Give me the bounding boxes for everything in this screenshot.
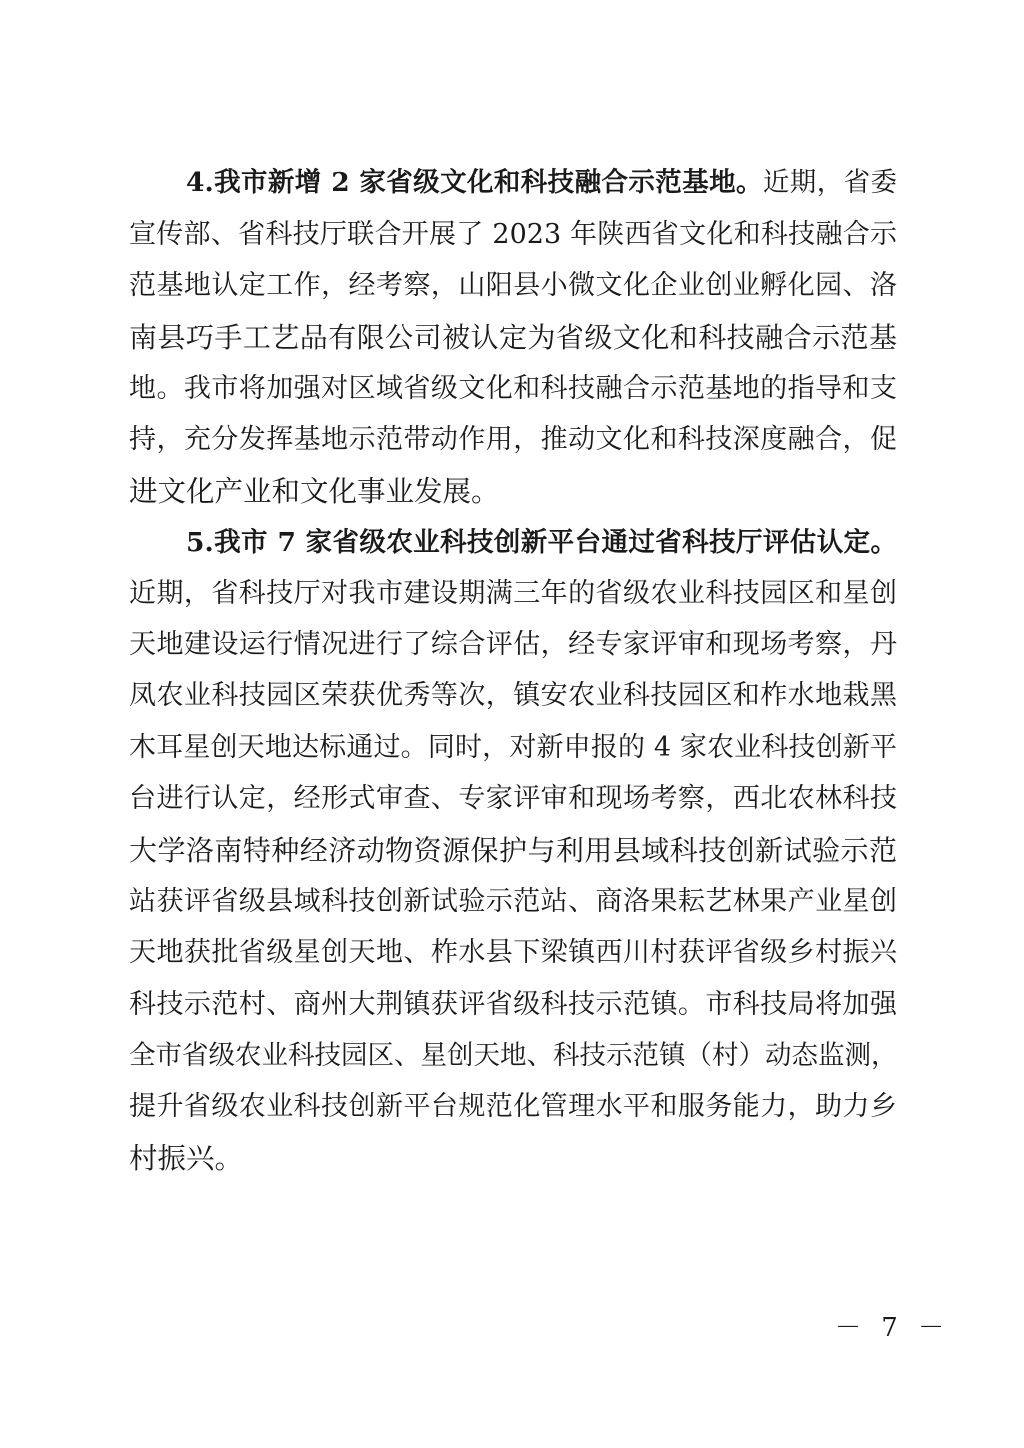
section-4-line-7: 进文化产业和文化事业发展。 — [129, 475, 500, 508]
section-5-line-11: 全市省级农业科技园区、星创天地、科技示范镇（村）动态监测， — [129, 1040, 898, 1071]
page-number: － 7 － — [835, 1313, 951, 1343]
section-5-line-7: 大学洛南特种经济动物资源保护与利用县域科技创新试验示范 — [129, 834, 897, 867]
section-5-line-2: 近期，省科技厅对我市建设期满三年的省级农业科技园区和星创 — [129, 578, 897, 609]
section-4-line-5: 地。我市将加强对区域省级文化和科技融合示范基地的指导和支 — [129, 373, 897, 404]
section-4-line-1 — [186, 165, 897, 201]
section-5-heading: 5.我市 7 家省级农业科技创新平台通过省科技厅评估认定。 — [186, 527, 897, 558]
section-5-line-8: 站获评省级县域科技创新试验示范站、商洛果耘艺林果产业星创 — [129, 886, 897, 917]
section-5-line-4: 凤农业科技园区荣获优秀等次，镇安农业科技园区和柞水地栽黑 — [129, 680, 897, 711]
section-5-line-12: 提升省级农业科技创新平台规范化管理水平和服务能力，助力乡 — [129, 1091, 897, 1122]
section-5-line-9: 天地获批省级星创天地、柞水县下梁镇西川村获评省级乡村振兴 — [129, 937, 897, 968]
section-4-heading: 4.我市新增 2 家省级文化和科技融合示范基地。 — [186, 167, 763, 198]
section-4-text: 近期，省委 — [762, 167, 897, 198]
section-5-line-1 — [186, 525, 897, 561]
section-5-line-10: 科技示范村、商州大荆镇获评省级科技示范镇。市科技局将加强 — [129, 989, 897, 1020]
section-5-line-6: 台进行认定，经形式审查、专家评审和现场考察，西北农林科技 — [129, 783, 897, 814]
section-5-line-13: 村振兴。 — [129, 1142, 244, 1175]
section-4-line-6: 持，充分发挥基地示范带动作用，推动文化和科技深度融合，促 — [129, 424, 897, 455]
section-5-line-5: 木耳星创天地达标通过。同时，对新申报的 4 家农业科技创新平 — [129, 732, 897, 763]
section-4-line-2: 宣传部、省科技厅联合开展了 2023 年陕西省文化和科技融合示 — [129, 219, 897, 250]
section-4-line-3: 范基地认定工作，经考察，山阳县小微文化企业创业孵化园、洛 — [129, 270, 897, 301]
section-4-line-4: 南县巧手工艺品有限公司被认定为省级文化和科技融合示范基 — [129, 321, 897, 354]
section-5-line-3: 天地建设运行情况进行了综合评估，经专家评审和现场考察，丹 — [129, 629, 897, 660]
